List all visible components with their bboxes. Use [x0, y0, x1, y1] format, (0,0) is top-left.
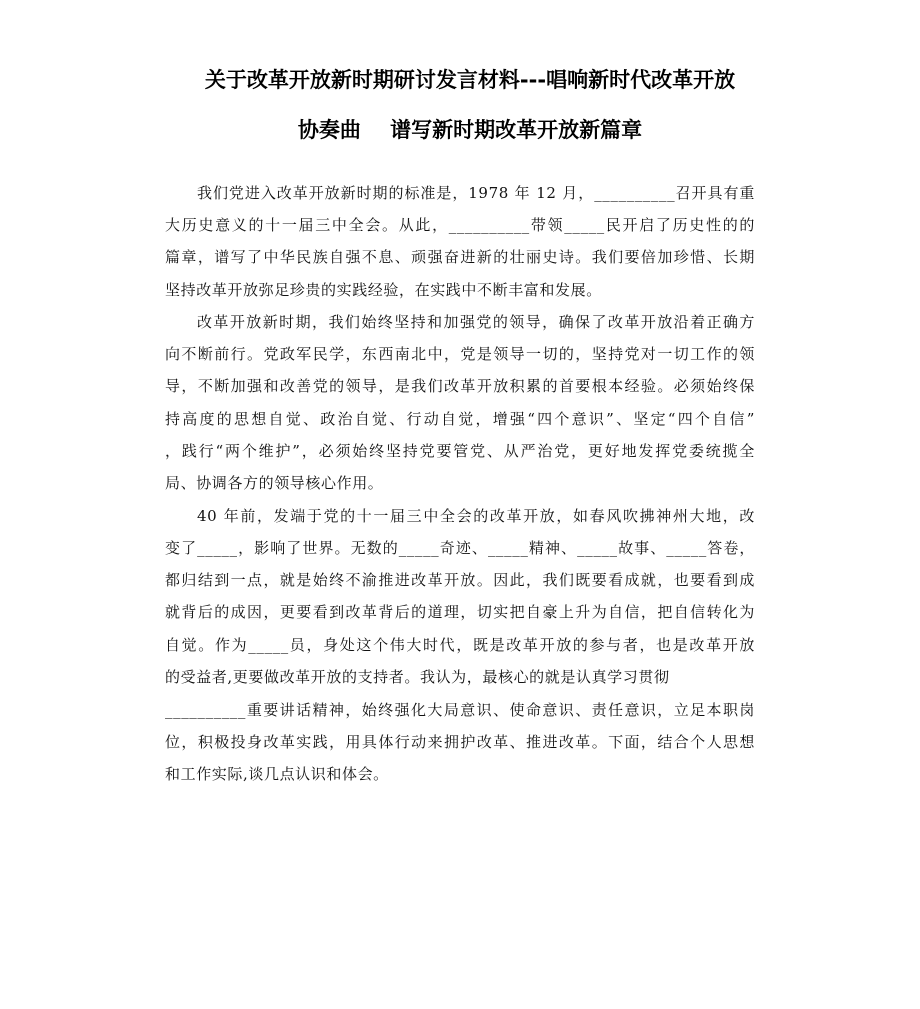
document-title-line-2: 协奏曲 谱写新时期改革开放新篇章: [297, 118, 643, 142]
paragraph-2-line-6: 局、协调各方的领导核心作用。: [165, 474, 384, 492]
paragraph-1-line-3: 篇章，谱写了中华民族自强不息、顽强奋进新的壮丽史诗。我们要倍加珍惜、长期: [165, 248, 755, 266]
paragraph-3-line-2: 变了_____，影响了世界。无数的_____奇迹、_____精神、_____故事、_____答卷，: [165, 539, 755, 557]
paragraph-2-line-4: 持高度的思想自觉、政治自觉、行动自觉，增强“四个意识”、坚定“四个自信”: [165, 410, 755, 428]
paragraph-2-line-3: 导，不断加强和改善党的领导，是我们改革开放积累的首要根本经验。必须始终保: [165, 377, 755, 395]
paragraph-3-line-7: __________重要讲话精神，始终强化大局意识、使命意识、责任意识，立足本职岗: [165, 701, 755, 719]
paragraph-3-line-6: 的受益者,更要做改革开放的支持者。我认为，最核心的就是认真学习贯彻: [165, 668, 670, 686]
paragraph-1-line-2: 大历史意义的十一届三中全会。从此，__________带领_____民开启了历史性的的: [165, 216, 755, 234]
paragraph-3-line-3: 都归结到一点，就是始终不渝推进改革开放。因此，我们既要看成就，也要看到成: [165, 571, 755, 589]
paragraph-3-line-5: 自觉。作为_____员，身处这个伟大时代，既是改革开放的参与者，也是改革开放: [165, 636, 755, 654]
document-title-line-1: 关于改革开放新时期研讨发言材料---唱响新时代改革开放: [204, 68, 736, 92]
paragraph-3-line-9: 和工作实际,谈几点认识和体会。: [165, 765, 389, 783]
paragraph-2-line-1: 改革开放新时期，我们始终坚持和加强党的领导，确保了改革开放沿着正确方: [197, 313, 755, 331]
paragraph-2-line-2: 向不断前行。党政军民学，东西南北中，党是领导一切的，坚持党对一切工作的领: [165, 345, 755, 363]
paragraph-1-line-1: 我们党进入改革开放新时期的标准是，1978 年 12 月，__________召开具有重: [197, 184, 755, 202]
paragraph-3-line-4: 就背后的成因，更要看到改革背后的道理，切实把自豪上升为自信，把自信转化为: [165, 603, 755, 621]
paragraph-3-line-1: 40 年前，发端于党的十一届三中全会的改革开放，如春风吹拂神州大地，改: [197, 507, 755, 525]
paragraph-2-line-5: ，践行“两个维护”，必须始终坚持党要管党、从严治党，更好地发挥党委统揽全: [165, 442, 755, 460]
paragraph-3-line-8: 位，积极投身改革实践，用具体行动来拥护改革、推进改革。下面，结合个人思想: [165, 733, 755, 751]
paragraph-1-line-4: 坚持改革开放弥足珍贵的实践经验，在实践中不断丰富和发展。: [165, 281, 602, 299]
